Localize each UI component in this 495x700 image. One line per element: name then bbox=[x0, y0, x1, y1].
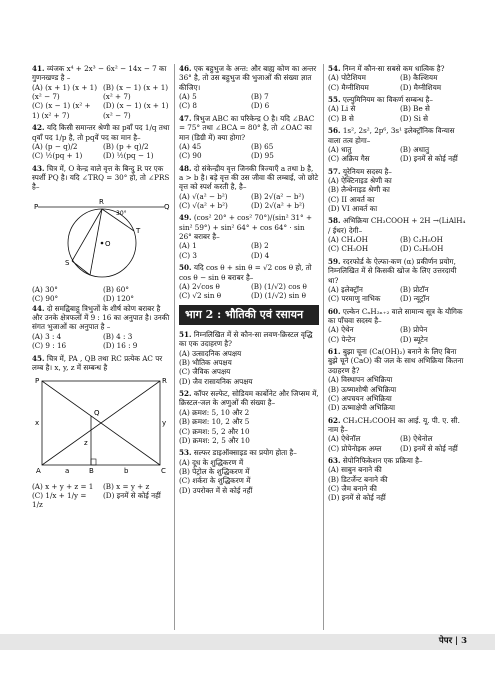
question-stem: कॉपर सल्फेट, सोडियम कार्बोनेट और जिप्सम में, क्रिस्टल-जल के अणुओं की संख्या है– bbox=[179, 389, 319, 408]
question-56 bbox=[328, 126, 468, 163]
question-text bbox=[179, 389, 319, 408]
option-a[interactable]: (A) ऐथेनॉल bbox=[328, 434, 361, 444]
question-text bbox=[179, 263, 319, 282]
option-d[interactable]: (D) इनमें से कोई नहीं bbox=[400, 154, 458, 164]
options bbox=[179, 142, 319, 161]
circle-tangent-figure bbox=[32, 195, 170, 283]
question-text bbox=[179, 164, 319, 192]
question-41 bbox=[32, 64, 170, 120]
option-a[interactable]: (A) (x + 1) (x + 1) (x² − 7) bbox=[32, 82, 98, 102]
option-b[interactable]: (B) (x − 1) (x + 1) (x² + 7) bbox=[103, 82, 169, 102]
question-text bbox=[179, 114, 319, 142]
option-c[interactable]: (C) 8 bbox=[179, 101, 197, 111]
option-d[interactable]: (D) उपरोक्त में से कोई नहीं bbox=[179, 485, 253, 495]
options bbox=[179, 92, 319, 111]
option-a[interactable]: (A) (p − q)/2 bbox=[32, 141, 78, 151]
question-60 bbox=[328, 307, 468, 344]
option-a[interactable]: (A) इलेक्ट्रॉन bbox=[328, 284, 363, 294]
label-A: A bbox=[36, 467, 41, 476]
option-d[interactable]: (D) 6 bbox=[251, 101, 270, 111]
question-number: 61. bbox=[328, 347, 341, 357]
question-text bbox=[32, 354, 170, 373]
option-b[interactable]: (B) 60° bbox=[103, 285, 129, 295]
option-c[interactable]: (C) 3 bbox=[179, 250, 197, 260]
question-stem: (cos² 20° + cos² 70°)/(sin² 31° + sin² 59°) + sin² 64° + cos 64° · sin 26° बराबर है– bbox=[179, 213, 312, 242]
question-63 bbox=[328, 456, 468, 503]
option-d[interactable]: (D) VI आवर्त का bbox=[328, 204, 378, 214]
question-text bbox=[328, 307, 468, 326]
label-z: z bbox=[84, 439, 88, 448]
option-b[interactable]: (B) डिटर्जेन्ट बनाने की bbox=[328, 474, 388, 484]
question-number: 50. bbox=[179, 263, 192, 273]
option-c[interactable]: (C) 1/x + 1/y = 1/z bbox=[32, 490, 87, 510]
option-d[interactable]: (D) 95 bbox=[251, 151, 274, 161]
question-text bbox=[179, 213, 319, 241]
question-number: 44. bbox=[32, 303, 45, 313]
question-text bbox=[179, 64, 319, 92]
question-text bbox=[328, 216, 468, 235]
question-stem: सल्फर डाइऑक्साइड का प्रयोग होता है– bbox=[193, 448, 297, 458]
label-B: B bbox=[89, 467, 94, 476]
option-a[interactable]: (A) CH₄OH bbox=[328, 235, 368, 245]
question-text bbox=[32, 164, 170, 192]
options bbox=[179, 349, 319, 386]
question-text bbox=[328, 456, 468, 465]
question-50 bbox=[179, 263, 319, 300]
options bbox=[32, 332, 170, 351]
option-c[interactable]: (C) (x − 1) (x² + 1) (x² + 7) bbox=[32, 101, 91, 120]
option-d[interactable]: (D) C₂H₅OH bbox=[400, 244, 444, 254]
question-text bbox=[32, 64, 170, 83]
question-62 bbox=[328, 416, 468, 453]
column-3 bbox=[328, 64, 468, 506]
option-a[interactable]: (A) 45 bbox=[179, 141, 202, 151]
options bbox=[328, 104, 468, 123]
label-S: S bbox=[65, 258, 70, 267]
option-c[interactable]: (C) परमाणु नाभिक bbox=[328, 294, 381, 304]
option-b[interactable]: (B) पेट्रोल के शुद्धिकरण में bbox=[179, 466, 250, 476]
option-b[interactable]: (B) 2√(a² − b²) bbox=[251, 191, 305, 201]
question-text bbox=[328, 167, 468, 176]
question-text bbox=[328, 257, 468, 285]
option-c[interactable]: (C) क्रमश: 5, 2 और 10 bbox=[179, 426, 250, 436]
option-d[interactable]: (D) ऊष्माक्षेपी अभिक्रिया bbox=[328, 403, 395, 413]
question-number: 53. bbox=[179, 448, 192, 458]
options bbox=[179, 192, 319, 211]
option-c[interactable]: (C) प्रोपेनोइक अम्ल bbox=[328, 443, 382, 453]
question-stem: यदि cos θ + sin θ = √2 cos θ हो, तो cos θ − sin θ बराबर है– bbox=[179, 263, 312, 282]
question-number: 54. bbox=[328, 64, 341, 73]
question-45 bbox=[32, 354, 170, 373]
question-stem: 1s², 2s², 2p⁶, 3s¹ इलेक्ट्रॉनिक विन्यास वाला तत्व होगा– bbox=[328, 126, 455, 145]
option-d[interactable]: (D) 120° bbox=[103, 294, 134, 304]
option-b[interactable]: (B) (1/√2) cos θ bbox=[251, 281, 307, 291]
option-b[interactable]: (B) 4 : 3 bbox=[103, 331, 133, 341]
question-text bbox=[328, 95, 468, 104]
question-number: 43. bbox=[32, 163, 45, 173]
column-2 bbox=[179, 64, 319, 498]
question-number: 42. bbox=[32, 123, 45, 133]
question-text bbox=[328, 64, 468, 73]
section-heading: भाग 2 : भौतिकी एवं रसायन bbox=[179, 305, 319, 325]
option-b[interactable]: (B) 7 bbox=[251, 92, 269, 102]
options bbox=[328, 73, 468, 92]
column-divider bbox=[174, 64, 175, 630]
option-d[interactable]: (D) इनमें से कोई नहीं bbox=[103, 490, 161, 500]
question-number: 62. bbox=[328, 415, 341, 425]
question-number: 63. bbox=[328, 456, 341, 466]
question-stem: एल्केन CₙH₂ₙ₊₂ वाले सामान्य सूत्र के यौगिक का पाँचवा सदस्य है– bbox=[328, 306, 463, 325]
question-number: 58. bbox=[328, 216, 341, 226]
option-c[interactable]: (C) 9 : 16 bbox=[32, 341, 67, 351]
question-stem: दो समद्विबाहु त्रिभुजों के शीर्ष कोण बराबर है और उनके क्षेत्रफलों में 9 : 16 का अनुपात है। उनकी संगत भुजाओं का अनुपात है – bbox=[32, 303, 170, 332]
option-d[interactable]: (D) ½(pq − 1) bbox=[103, 151, 154, 161]
option-a[interactable]: (A) x + y + z = 1 bbox=[32, 481, 94, 491]
options bbox=[328, 285, 468, 304]
option-c[interactable]: (C) अपचयन अभिक्रिया bbox=[328, 393, 392, 403]
question-stem: CH₃CH₂COOH का आई. यू. पी. ए. सी. नाम है– bbox=[328, 415, 460, 434]
option-b[interactable]: (B) भौतिक अपक्षय bbox=[179, 358, 232, 367]
options bbox=[328, 145, 468, 164]
question-text bbox=[328, 416, 468, 435]
label-b: b bbox=[124, 467, 129, 476]
option-c[interactable]: (C) मैग्नीशियम bbox=[328, 82, 369, 92]
question-stem: रदरफोर्ड के ऐल्फा-कण (α) प्रकीर्णन प्रयोग, निम्नलिखित में से किसकी खोज के लिए उत्तरदायी था? bbox=[328, 256, 457, 285]
question-number: 56. bbox=[328, 126, 341, 136]
question-stem: निम्न में कौन-सा सबसे कम धात्विक है? bbox=[342, 64, 445, 73]
question-42 bbox=[32, 123, 170, 160]
option-d[interactable]: (D) 16 : 9 bbox=[103, 341, 138, 351]
column-1 bbox=[32, 64, 170, 510]
question-stem: एल्युमिनियम का विकर्ण सम्बन्ध है– bbox=[342, 95, 433, 105]
option-b[interactable]: (B) प्रोटॉन bbox=[400, 284, 429, 294]
option-b[interactable]: (B) Be से bbox=[400, 104, 430, 114]
question-number: 45. bbox=[32, 353, 45, 363]
option-a[interactable]: (A) 5 bbox=[179, 92, 197, 102]
option-c[interactable]: (C) ½(pq + 1) bbox=[32, 151, 83, 161]
question-stem: एक बहुभुज के अन्त: और बाह्य कोण का अन्तर 36° है, तो उस बहुभुज की भुजाओं की संख्या ज्ञात कीजिए। bbox=[179, 64, 317, 92]
option-b[interactable]: (B) x = y + z bbox=[103, 481, 150, 491]
option-a[interactable]: (A) √(a² − b²) bbox=[179, 191, 228, 201]
options bbox=[179, 408, 319, 445]
question-49 bbox=[179, 213, 319, 260]
question-number: 57. bbox=[328, 166, 341, 176]
question-text bbox=[179, 330, 319, 349]
label-T: T bbox=[136, 226, 141, 235]
page-number: पेपर | 3 bbox=[438, 636, 467, 646]
question-55 bbox=[328, 95, 468, 123]
question-51 bbox=[179, 330, 319, 386]
angle-label: 30° bbox=[116, 209, 127, 217]
option-d[interactable]: (D) ब्यूटेन bbox=[400, 334, 428, 344]
question-stem: यूरेनियम सदस्य है– bbox=[342, 166, 392, 176]
question-number: 49. bbox=[179, 213, 192, 223]
option-c[interactable]: (C) √2 sin θ bbox=[179, 291, 222, 301]
options bbox=[179, 241, 319, 260]
question-47 bbox=[179, 114, 319, 161]
option-a[interactable]: (A) क्रमश: 5, 10 और 2 bbox=[179, 407, 250, 417]
label-P: P bbox=[35, 377, 40, 386]
question-text bbox=[328, 126, 468, 145]
option-d[interactable]: (D) जैव रासायनिक अपक्षय bbox=[179, 376, 253, 386]
question-number: 41. bbox=[32, 64, 45, 73]
question-stem: त्रिभुज ABC का परिकेन्द्र O है। यदि ∠BAC = 75° तथा ∠BCA = 80° है, तो ∠OAC का मान (डिग्री में) क्या होगा? bbox=[179, 113, 315, 142]
question-number: 47. bbox=[179, 113, 192, 123]
option-c[interactable]: (C) 90° bbox=[32, 294, 59, 304]
options bbox=[179, 282, 319, 301]
label-R: R bbox=[162, 377, 167, 386]
question-stem: निम्नलिखित में से कौन-सा लवण-क्रिस्टल वृद्धि का एक उदाहरण है? bbox=[179, 329, 313, 349]
option-a[interactable]: (A) 1 bbox=[179, 241, 197, 251]
question-text bbox=[32, 123, 170, 142]
question-number: 59. bbox=[328, 256, 341, 266]
question-52 bbox=[179, 389, 319, 445]
option-b[interactable]: (B) ऐथेनोल bbox=[400, 434, 433, 444]
option-a[interactable]: (A) साबुन बनाने की bbox=[328, 465, 382, 475]
label-Q: Q bbox=[94, 409, 100, 418]
option-c[interactable]: (C) जैम बनाने की bbox=[328, 484, 377, 494]
label-O: O bbox=[105, 239, 111, 248]
label-R: R bbox=[99, 197, 104, 206]
question-stem: चित्र में, PA , QB तथा RC प्रत्येक AC पर लम्ब है। x, y, z में सम्बन्ध है bbox=[32, 353, 163, 372]
question-53 bbox=[179, 448, 319, 495]
question-54 bbox=[328, 64, 468, 92]
option-b[interactable]: (B) क्रमश: 10, 2 और 5 bbox=[179, 417, 250, 427]
option-d[interactable]: (D) (x − 1) (x + 1) (x² − 7) bbox=[103, 101, 169, 120]
option-c[interactable]: (C) II आवर्त का bbox=[328, 194, 375, 204]
options bbox=[328, 235, 468, 254]
question-number: 48. bbox=[179, 163, 192, 173]
label-P: P bbox=[34, 202, 39, 211]
question-48 bbox=[179, 164, 319, 211]
option-d[interactable]: (D) Si से bbox=[400, 113, 429, 123]
options bbox=[328, 325, 468, 344]
option-a[interactable]: (A) विस्थापन अभिक्रिया bbox=[328, 375, 393, 385]
question-stem: व्यंजक x⁴ + 2x³ − 6x² − 14x − 7 का गुणनखण्ड है – bbox=[32, 64, 167, 83]
label-y: y bbox=[162, 419, 167, 428]
option-a[interactable]: (A) ऐक्टिनाइड श्रेणी का bbox=[328, 175, 392, 185]
question-stem: बुझा चूना (Ca(OH)₂) बनाने के लिए बिना बुझे चूने (CaO) की जल के साथ अभिक्रिया कितना उदाहरण है? bbox=[328, 347, 464, 375]
label-x: x bbox=[35, 419, 40, 428]
question-number: 52. bbox=[179, 389, 192, 399]
options bbox=[179, 458, 319, 495]
label-C: C bbox=[161, 467, 166, 476]
option-b[interactable]: (B) (p + q)/2 bbox=[103, 141, 149, 151]
option-d[interactable]: (D) 2√(a² + b²) bbox=[251, 201, 305, 211]
page-footer bbox=[0, 634, 495, 650]
option-b[interactable]: (B) अधातु bbox=[400, 144, 430, 154]
option-c[interactable]: (C) अक्रिय गैस bbox=[328, 154, 370, 164]
options bbox=[328, 176, 468, 213]
option-c[interactable]: (C) √(a² + b²) bbox=[179, 201, 228, 211]
question-43 bbox=[32, 164, 170, 192]
options-45 bbox=[32, 482, 170, 510]
question-text bbox=[328, 347, 468, 375]
options bbox=[328, 375, 468, 412]
question-number: 60. bbox=[328, 306, 341, 316]
question-59 bbox=[328, 257, 468, 304]
option-b[interactable]: (B) प्रोपेन bbox=[400, 325, 428, 335]
options bbox=[32, 142, 170, 161]
option-a[interactable]: (A) 2√cos θ bbox=[179, 281, 220, 291]
question-stem: अभिक्रिया CH₃COOH + 2H →(LiAlH₄ / ईथर) देगी– bbox=[328, 216, 466, 235]
options-43 bbox=[32, 285, 170, 304]
option-a[interactable]: (A) दूध के शुद्धिकरण में bbox=[179, 457, 244, 467]
option-a[interactable]: (A) पोटैशियम bbox=[328, 73, 366, 83]
option-c[interactable]: (C) शर्करा के शुद्धिकरण में bbox=[179, 476, 251, 486]
option-d[interactable]: (D) (1/√2) sin θ bbox=[251, 291, 306, 301]
question-stem: चित्र में, O केन्द्र वाले वृत्त के बिन्दु R पर एक स्पर्शी PQ है। यदि ∠TRQ = 30° हो, तो ∠PRS है– bbox=[32, 163, 170, 192]
option-b[interactable]: (B) 65 bbox=[251, 141, 274, 151]
question-text bbox=[179, 448, 319, 457]
question-stem: सेपोनिफिकेशन एक प्रक्रिया है– bbox=[342, 456, 423, 466]
options bbox=[328, 434, 468, 453]
options bbox=[32, 83, 170, 120]
question-number: 55. bbox=[328, 95, 341, 105]
column-divider bbox=[323, 64, 324, 630]
question-46 bbox=[179, 64, 319, 111]
question-44 bbox=[32, 304, 170, 351]
option-b[interactable]: (B) लैन्थेनाइड श्रेणी का bbox=[328, 185, 390, 195]
option-a[interactable]: (A) 3 : 4 bbox=[32, 331, 62, 341]
options bbox=[328, 465, 468, 502]
option-d[interactable]: (D) इनमें से कोई नहीं bbox=[400, 443, 458, 453]
question-stem: दो संकेन्द्रीय वृत्त जिनकी त्रिज्याएँ a तथा b है, a > b है। बड़े वृत्त की उस जीवा की लम्बाई, जो छोटे वृत्त को स्पर्श करती है, है– bbox=[179, 163, 319, 192]
label-a: a bbox=[65, 467, 70, 476]
option-c[interactable]: (C) जैविक अपक्षय bbox=[179, 367, 231, 377]
option-d[interactable]: (D) 4 bbox=[251, 250, 270, 260]
option-a[interactable]: (A) Li से bbox=[328, 104, 356, 114]
option-a[interactable]: (A) धातु bbox=[328, 144, 352, 154]
option-b[interactable]: (B) कैल्शियम bbox=[400, 73, 438, 83]
question-58 bbox=[328, 216, 468, 253]
option-c[interactable]: (C) 90 bbox=[179, 151, 202, 161]
option-b[interactable]: (B) 2 bbox=[251, 241, 269, 251]
option-b[interactable]: (B) ऊष्माशोषी अभिक्रिया bbox=[328, 384, 397, 394]
option-d[interactable]: (D) मैग्नीशियम bbox=[400, 82, 442, 92]
option-c[interactable]: (C) B से bbox=[328, 113, 354, 123]
option-d[interactable]: (D) क्रमश: 2, 5 और 10 bbox=[179, 435, 250, 445]
perpendiculars-figure bbox=[32, 375, 170, 479]
question-number: 46. bbox=[179, 64, 192, 73]
option-c[interactable]: (C) CH₃OH bbox=[328, 244, 369, 254]
option-d[interactable]: (D) इनमें से कोई नहीं bbox=[328, 493, 386, 503]
option-a[interactable]: (A) 30° bbox=[32, 285, 58, 295]
option-a[interactable]: (A) ऐथेन bbox=[328, 325, 354, 335]
question-61 bbox=[328, 347, 468, 413]
label-Q: Q bbox=[164, 202, 170, 211]
question-number: 51. bbox=[179, 329, 192, 339]
option-b[interactable]: (B) C₂H₅OH bbox=[400, 235, 443, 245]
question-57 bbox=[328, 167, 468, 214]
question-stem: यदि किसी समान्तर श्रेणी का pवाँ पद 1/q तथा qवाँ पद 1/p है, तो pqवें पद का मान है– bbox=[32, 123, 170, 142]
option-c[interactable]: (C) पेन्टेन bbox=[328, 334, 356, 344]
question-text bbox=[32, 304, 170, 332]
option-d[interactable]: (D) न्यूट्रॉन bbox=[400, 294, 430, 304]
option-a[interactable]: (A) उत्सादनिक अपक्षय bbox=[179, 348, 242, 358]
